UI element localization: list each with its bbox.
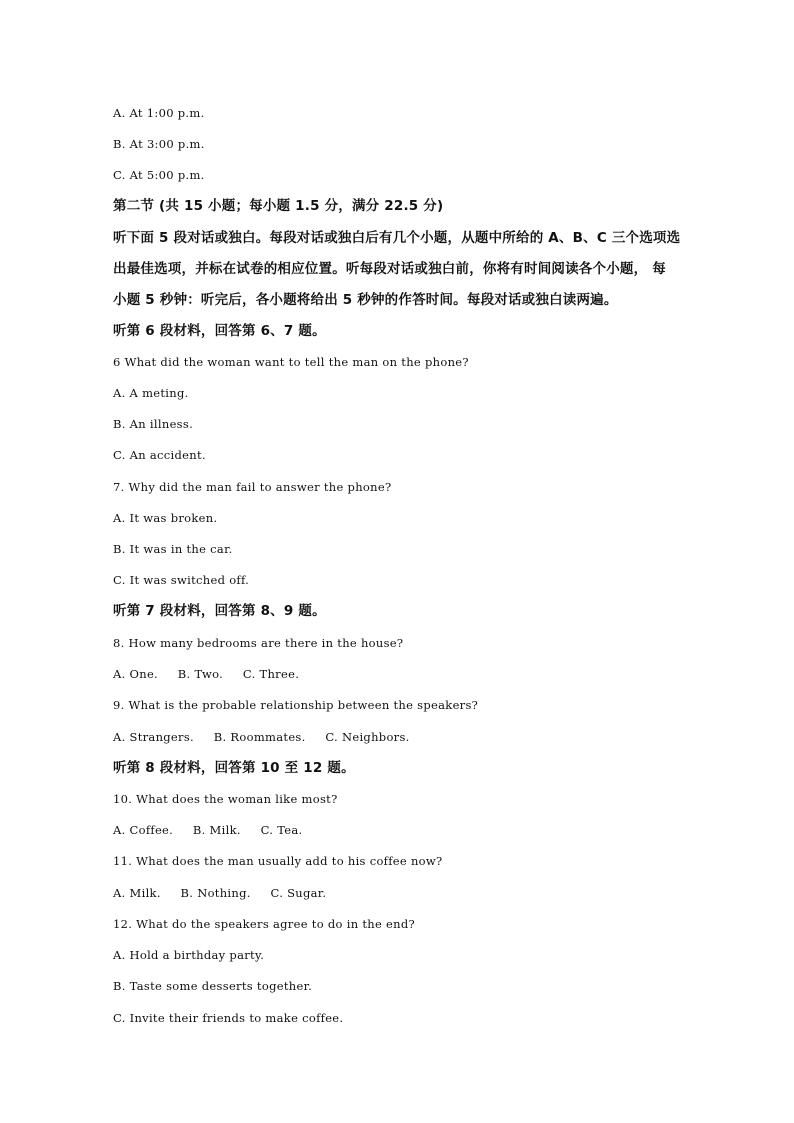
question-line: 8. How many bedrooms are there in the house? xyxy=(113,636,404,650)
option-line: B. At 3:00 p.m. xyxy=(113,137,205,151)
question-line: 6 What did the woman want to tell the man on the phone? xyxy=(113,355,469,369)
instruction-line: 听下面 5 段对话或独白。每段对话或独白后有几个小题，从题中所给的 A、B、C 三个选项选 xyxy=(113,230,681,246)
option-line: A. It was broken. xyxy=(113,511,218,525)
option-line: B. An illness. xyxy=(113,417,194,431)
question-line: 7. Why did the man fail to answer the phone? xyxy=(113,480,392,494)
option-line: A. One. B. Two. C. Three. xyxy=(113,667,300,681)
question-line: 11. What does the man usually add to his coffee now? xyxy=(113,854,443,868)
instruction-line: 小题 5 秒钟：听完后，各小题将给出 5 秒钟的作答时间。每段对话或独白读两遍。 xyxy=(113,292,618,308)
section-heading: 第二节 (共 15 小题；每小题 1.5 分，满分 22.5 分) xyxy=(113,198,444,214)
question-line: 10. What does the woman like most? xyxy=(113,792,338,806)
option-line: A. A meting. xyxy=(113,386,189,400)
option-line: A. Strangers. B. Roommates. C. Neighbors. xyxy=(113,730,410,744)
option-line: B. Taste some desserts together. xyxy=(113,979,313,993)
option-line: C. An accident. xyxy=(113,448,206,462)
option-line: A. At 1:00 p.m. xyxy=(113,106,205,120)
material-heading: 听第 7 段材料，回答第 8、9 题。 xyxy=(113,603,326,619)
option-line: A. Hold a birthday party. xyxy=(113,948,265,962)
material-heading: 听第 8 段材料，回答第 10 至 12 题。 xyxy=(113,760,355,776)
option-line: C. At 5:00 p.m. xyxy=(113,168,205,182)
question-line: 12. What do the speakers agree to do in the end? xyxy=(113,917,415,931)
material-heading: 听第 6 段材料，回答第 6、7 题。 xyxy=(113,323,326,339)
option-line: A. Milk. B. Nothing. C. Sugar. xyxy=(113,886,327,900)
option-line: C. It was switched off. xyxy=(113,573,250,587)
instruction-line: 出最佳选项，并标在试卷的相应位置。听每段对话或独白前，你将有时间阅读各个小题， 每 xyxy=(113,261,666,277)
option-line: B. It was in the car. xyxy=(113,542,233,556)
question-line: 9. What is the probable relationship between the speakers? xyxy=(113,698,479,712)
option-line: A. Coffee. B. Milk. C. Tea. xyxy=(113,823,303,837)
option-line: C. Invite their friends to make coffee. xyxy=(113,1011,344,1025)
